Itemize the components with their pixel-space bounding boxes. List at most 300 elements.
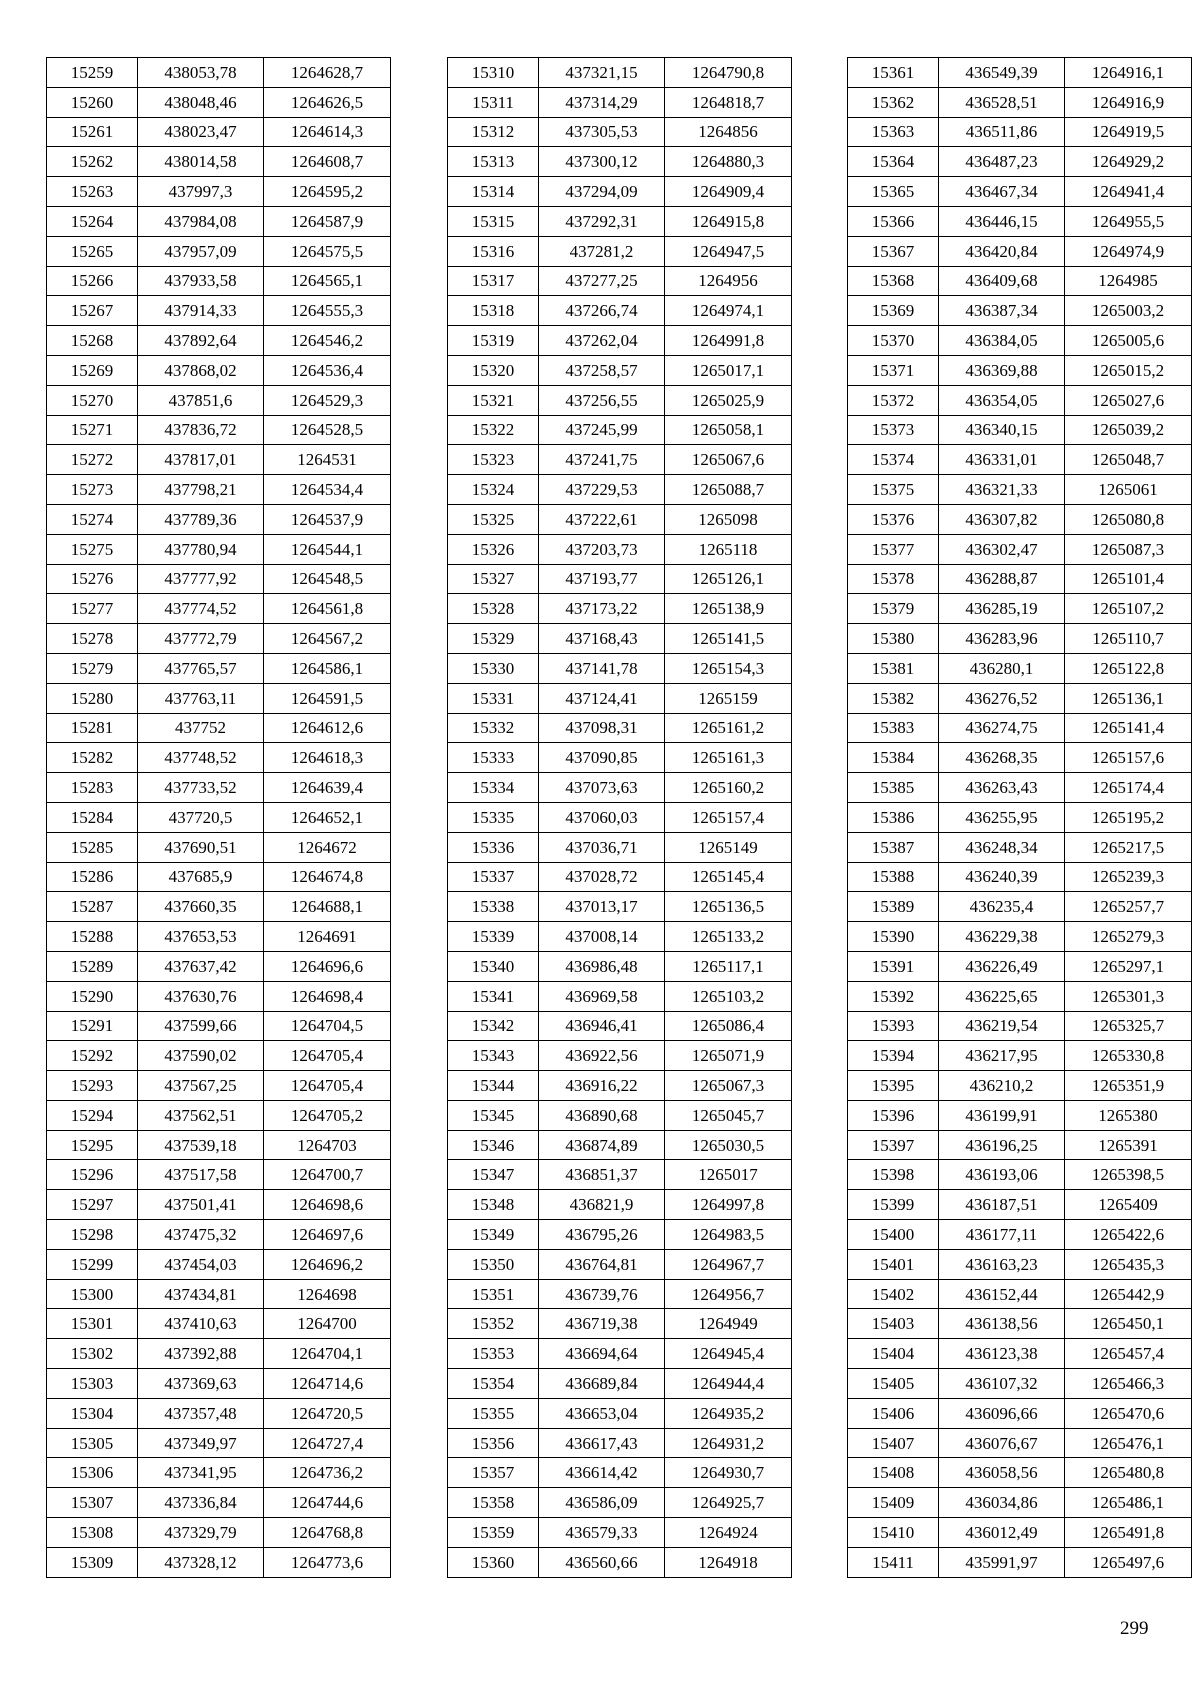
table-row [47, 653, 391, 683]
table-row [848, 147, 1192, 177]
y-coordinate-cell: 1264985 [1065, 266, 1192, 296]
table-row [448, 355, 792, 385]
x-coordinate-cell: 436369,88 [939, 355, 1065, 385]
y-coordinate-cell: 1265088,7 [665, 475, 792, 505]
y-coordinate-cell: 1265157,4 [665, 802, 792, 832]
y-coordinate-cell: 1264974,1 [665, 296, 792, 326]
y-coordinate-cell: 1265058,1 [665, 415, 792, 445]
y-coordinate-cell: 1264691 [264, 922, 391, 952]
y-coordinate-cell: 1265003,2 [1065, 296, 1192, 326]
table-row [448, 624, 792, 654]
table-row [848, 1428, 1192, 1458]
point-number-cell: 15298 [47, 1220, 138, 1250]
table-row [47, 355, 391, 385]
point-number-cell: 15376 [848, 504, 939, 534]
y-coordinate-cell: 1264935,2 [665, 1398, 792, 1428]
table-row [448, 922, 792, 952]
point-number-cell: 15266 [47, 266, 138, 296]
point-number-cell: 15260 [47, 87, 138, 117]
x-coordinate-cell: 438023,47 [138, 117, 264, 147]
x-coordinate-cell: 437305,53 [539, 117, 665, 147]
point-number-cell: 15282 [47, 743, 138, 773]
y-coordinate-cell: 1264931,2 [665, 1428, 792, 1458]
x-coordinate-cell: 436248,34 [939, 832, 1065, 862]
x-coordinate-cell: 437073,63 [539, 773, 665, 803]
x-coordinate-cell: 436694,64 [539, 1339, 665, 1369]
point-number-cell: 15278 [47, 624, 138, 654]
x-coordinate-cell: 437690,51 [138, 832, 264, 862]
coordinate-table-1 [46, 57, 391, 1578]
table-row [848, 594, 1192, 624]
y-coordinate-cell: 1265118 [665, 534, 792, 564]
y-coordinate-cell: 1265257,7 [1065, 892, 1192, 922]
table-row [448, 1130, 792, 1160]
table-row [848, 355, 1192, 385]
x-coordinate-cell: 437262,04 [539, 326, 665, 356]
x-coordinate-cell: 437098,31 [539, 713, 665, 743]
x-coordinate-cell: 436263,43 [939, 773, 1065, 803]
table-row [47, 624, 391, 654]
table-row [448, 773, 792, 803]
x-coordinate-cell: 437685,9 [138, 862, 264, 892]
point-number-cell: 15329 [448, 624, 539, 654]
table-row [848, 564, 1192, 594]
y-coordinate-cell: 1265110,7 [1065, 624, 1192, 654]
table-row [848, 922, 1192, 952]
table-row [848, 326, 1192, 356]
point-number-cell: 15286 [47, 862, 138, 892]
x-coordinate-cell: 436764,81 [539, 1249, 665, 1279]
x-coordinate-cell: 437851,6 [138, 385, 264, 415]
table-row [47, 1518, 391, 1548]
point-number-cell: 15271 [47, 415, 138, 445]
x-coordinate-cell: 436138,56 [939, 1309, 1065, 1339]
table-row [47, 1309, 391, 1339]
x-coordinate-cell: 437336,84 [138, 1488, 264, 1518]
point-number-cell: 15361 [848, 58, 939, 88]
y-coordinate-cell: 1265067,3 [665, 1071, 792, 1101]
y-coordinate-cell: 1265087,3 [1065, 534, 1192, 564]
y-coordinate-cell: 1264628,7 [264, 58, 391, 88]
y-coordinate-cell: 1264720,5 [264, 1398, 391, 1428]
y-coordinate-cell: 1265133,2 [665, 922, 792, 952]
x-coordinate-cell: 436560,66 [539, 1547, 665, 1577]
point-number-cell: 15353 [448, 1339, 539, 1369]
table-row [848, 1041, 1192, 1071]
y-coordinate-cell: 1264956,7 [665, 1279, 792, 1309]
y-coordinate-cell: 1265330,8 [1065, 1041, 1192, 1071]
point-number-cell: 15344 [448, 1071, 539, 1101]
y-coordinate-cell: 1265098 [665, 504, 792, 534]
x-coordinate-cell: 437294,09 [539, 177, 665, 207]
x-coordinate-cell: 436268,35 [939, 743, 1065, 773]
table-row [848, 1100, 1192, 1130]
point-number-cell: 15270 [47, 385, 138, 415]
table-row [448, 206, 792, 236]
point-number-cell: 15327 [448, 564, 539, 594]
table-row [47, 415, 391, 445]
x-coordinate-cell: 437562,51 [138, 1100, 264, 1130]
x-coordinate-cell: 436409,68 [939, 266, 1065, 296]
point-number-cell: 15317 [448, 266, 539, 296]
point-number-cell: 15302 [47, 1339, 138, 1369]
table-row [848, 1488, 1192, 1518]
x-coordinate-cell: 437892,64 [138, 326, 264, 356]
table-row [848, 624, 1192, 654]
table-row [448, 236, 792, 266]
x-coordinate-cell: 437454,03 [138, 1249, 264, 1279]
table-row [848, 1249, 1192, 1279]
point-number-cell: 15384 [848, 743, 939, 773]
y-coordinate-cell: 1265141,4 [1065, 713, 1192, 743]
x-coordinate-cell: 437410,63 [138, 1309, 264, 1339]
table-row [47, 1339, 391, 1369]
table-row [47, 385, 391, 415]
table-row [47, 773, 391, 803]
x-coordinate-cell: 436331,01 [939, 445, 1065, 475]
point-number-cell: 15309 [47, 1547, 138, 1577]
table-row [47, 445, 391, 475]
y-coordinate-cell: 1264608,7 [264, 147, 391, 177]
y-coordinate-cell: 1264705,4 [264, 1071, 391, 1101]
table-row [47, 1130, 391, 1160]
y-coordinate-cell: 1264955,5 [1065, 206, 1192, 236]
table-row [848, 117, 1192, 147]
table-row [448, 1160, 792, 1190]
y-coordinate-cell: 1264575,5 [264, 236, 391, 266]
x-coordinate-cell: 436689,84 [539, 1369, 665, 1399]
table-row [47, 713, 391, 743]
x-coordinate-cell: 437475,32 [138, 1220, 264, 1250]
y-coordinate-cell: 1265435,3 [1065, 1249, 1192, 1279]
point-number-cell: 15397 [848, 1130, 939, 1160]
y-coordinate-cell: 1264704,1 [264, 1339, 391, 1369]
point-number-cell: 15328 [448, 594, 539, 624]
point-number-cell: 15374 [848, 445, 939, 475]
y-coordinate-cell: 1264924 [665, 1518, 792, 1548]
table-row [848, 534, 1192, 564]
x-coordinate-cell: 436107,32 [939, 1369, 1065, 1399]
table-row [848, 1279, 1192, 1309]
point-number-cell: 15358 [448, 1488, 539, 1518]
table-row [848, 445, 1192, 475]
table-row [47, 892, 391, 922]
x-coordinate-cell: 437789,36 [138, 504, 264, 534]
y-coordinate-cell: 1265071,9 [665, 1041, 792, 1071]
y-coordinate-cell: 1264705,4 [264, 1041, 391, 1071]
x-coordinate-cell: 436511,86 [939, 117, 1065, 147]
x-coordinate-cell: 436384,05 [939, 326, 1065, 356]
table-row [448, 296, 792, 326]
y-coordinate-cell: 1265117,1 [665, 951, 792, 981]
x-coordinate-cell: 437141,78 [539, 653, 665, 683]
table-row [448, 802, 792, 832]
point-number-cell: 15281 [47, 713, 138, 743]
point-number-cell: 15359 [448, 1518, 539, 1548]
x-coordinate-cell: 437599,66 [138, 1011, 264, 1041]
point-number-cell: 15386 [848, 802, 939, 832]
table-row [47, 683, 391, 713]
x-coordinate-cell: 436274,75 [939, 713, 1065, 743]
point-number-cell: 15339 [448, 922, 539, 952]
table-row [448, 832, 792, 862]
table-row [448, 1428, 792, 1458]
table-row [47, 58, 391, 88]
y-coordinate-cell: 1264614,3 [264, 117, 391, 147]
table-row [448, 981, 792, 1011]
table-row [448, 594, 792, 624]
x-coordinate-cell: 437193,77 [539, 564, 665, 594]
x-coordinate-cell: 437321,15 [539, 58, 665, 88]
x-coordinate-cell: 436354,05 [939, 385, 1065, 415]
y-coordinate-cell: 1264700,7 [264, 1160, 391, 1190]
table-row [448, 1309, 792, 1339]
y-coordinate-cell: 1265080,8 [1065, 504, 1192, 534]
point-number-cell: 15351 [448, 1279, 539, 1309]
point-number-cell: 15292 [47, 1041, 138, 1071]
point-number-cell: 15364 [848, 147, 939, 177]
x-coordinate-cell: 437028,72 [539, 862, 665, 892]
point-number-cell: 15375 [848, 475, 939, 505]
y-coordinate-cell: 1265301,3 [1065, 981, 1192, 1011]
x-coordinate-cell: 436285,19 [939, 594, 1065, 624]
y-coordinate-cell: 1264672 [264, 832, 391, 862]
x-coordinate-cell: 437836,72 [138, 415, 264, 445]
point-number-cell: 15320 [448, 355, 539, 385]
table-row [448, 892, 792, 922]
table-row [47, 1071, 391, 1101]
y-coordinate-cell: 1264698 [264, 1279, 391, 1309]
point-number-cell: 15349 [448, 1220, 539, 1250]
point-number-cell: 15272 [47, 445, 138, 475]
x-coordinate-cell: 436219,54 [939, 1011, 1065, 1041]
x-coordinate-cell: 436288,87 [939, 564, 1065, 594]
y-coordinate-cell: 1265107,2 [1065, 594, 1192, 624]
y-coordinate-cell: 1265048,7 [1065, 445, 1192, 475]
x-coordinate-cell: 436739,76 [539, 1279, 665, 1309]
point-number-cell: 15407 [848, 1428, 939, 1458]
y-coordinate-cell: 1265450,1 [1065, 1309, 1192, 1339]
point-number-cell: 15367 [848, 236, 939, 266]
x-coordinate-cell: 436240,39 [939, 862, 1065, 892]
point-number-cell: 15350 [448, 1249, 539, 1279]
y-coordinate-cell: 1264591,5 [264, 683, 391, 713]
table-row [448, 1071, 792, 1101]
point-number-cell: 15395 [848, 1071, 939, 1101]
y-coordinate-cell: 1265136,5 [665, 892, 792, 922]
y-coordinate-cell: 1264546,2 [264, 326, 391, 356]
x-coordinate-cell: 437222,61 [539, 504, 665, 534]
table-row [47, 1249, 391, 1279]
y-coordinate-cell: 1264790,8 [665, 58, 792, 88]
x-coordinate-cell: 437060,03 [539, 802, 665, 832]
table-row [448, 1488, 792, 1518]
x-coordinate-cell: 436187,51 [939, 1190, 1065, 1220]
y-coordinate-cell: 1265027,6 [1065, 385, 1192, 415]
table-row [47, 147, 391, 177]
y-coordinate-cell: 1265159 [665, 683, 792, 713]
point-number-cell: 15310 [448, 58, 539, 88]
table-row [448, 862, 792, 892]
x-coordinate-cell: 436387,34 [939, 296, 1065, 326]
point-number-cell: 15400 [848, 1220, 939, 1250]
point-number-cell: 15311 [448, 87, 539, 117]
y-coordinate-cell: 1264956 [665, 266, 792, 296]
x-coordinate-cell: 437777,92 [138, 564, 264, 594]
x-coordinate-cell: 437203,73 [539, 534, 665, 564]
point-number-cell: 15313 [448, 147, 539, 177]
x-coordinate-cell: 436235,4 [939, 892, 1065, 922]
y-coordinate-cell: 1264945,4 [665, 1339, 792, 1369]
y-coordinate-cell: 1265015,2 [1065, 355, 1192, 385]
point-number-cell: 15365 [848, 177, 939, 207]
point-number-cell: 15276 [47, 564, 138, 594]
point-number-cell: 15377 [848, 534, 939, 564]
y-coordinate-cell: 1265030,5 [665, 1130, 792, 1160]
point-number-cell: 15381 [848, 653, 939, 683]
y-coordinate-cell: 1265279,3 [1065, 922, 1192, 952]
point-number-cell: 15335 [448, 802, 539, 832]
table-row [47, 504, 391, 534]
table-row [47, 1398, 391, 1428]
y-coordinate-cell: 1264930,7 [665, 1458, 792, 1488]
point-number-cell: 15277 [47, 594, 138, 624]
point-number-cell: 15288 [47, 922, 138, 952]
y-coordinate-cell: 1264941,4 [1065, 177, 1192, 207]
table-row [47, 534, 391, 564]
point-number-cell: 15334 [448, 773, 539, 803]
x-coordinate-cell: 436225,65 [939, 981, 1065, 1011]
point-number-cell: 15362 [848, 87, 939, 117]
y-coordinate-cell: 1265470,6 [1065, 1398, 1192, 1428]
y-coordinate-cell: 1264587,9 [264, 206, 391, 236]
point-number-cell: 15409 [848, 1488, 939, 1518]
point-number-cell: 15390 [848, 922, 939, 952]
y-coordinate-cell: 1265017,1 [665, 355, 792, 385]
point-number-cell: 15373 [848, 415, 939, 445]
y-coordinate-cell: 1264997,8 [665, 1190, 792, 1220]
x-coordinate-cell: 436058,56 [939, 1458, 1065, 1488]
y-coordinate-cell: 1264618,3 [264, 743, 391, 773]
table-row [848, 981, 1192, 1011]
table-row [848, 236, 1192, 266]
table-row [848, 1011, 1192, 1041]
point-number-cell: 15360 [448, 1547, 539, 1577]
table-row [47, 1488, 391, 1518]
point-number-cell: 15363 [848, 117, 939, 147]
point-number-cell: 15306 [47, 1458, 138, 1488]
point-number-cell: 15321 [448, 385, 539, 415]
x-coordinate-cell: 437748,52 [138, 743, 264, 773]
point-number-cell: 15263 [47, 177, 138, 207]
point-number-cell: 15287 [47, 892, 138, 922]
y-coordinate-cell: 1265045,7 [665, 1100, 792, 1130]
x-coordinate-cell: 436446,15 [939, 206, 1065, 236]
table-row [448, 1339, 792, 1369]
x-coordinate-cell: 437733,52 [138, 773, 264, 803]
point-number-cell: 15356 [448, 1428, 539, 1458]
table-row [848, 802, 1192, 832]
table-row [448, 1547, 792, 1577]
point-number-cell: 15352 [448, 1309, 539, 1339]
coordinate-table-2 [447, 57, 792, 1578]
table-row [448, 1190, 792, 1220]
point-number-cell: 15336 [448, 832, 539, 862]
x-coordinate-cell: 436096,66 [939, 1398, 1065, 1428]
point-number-cell: 15267 [47, 296, 138, 326]
y-coordinate-cell: 1265039,2 [1065, 415, 1192, 445]
table-row [448, 1100, 792, 1130]
x-coordinate-cell: 437392,88 [138, 1339, 264, 1369]
x-coordinate-cell: 436653,04 [539, 1398, 665, 1428]
x-coordinate-cell: 436340,15 [939, 415, 1065, 445]
point-number-cell: 15312 [448, 117, 539, 147]
table-row [47, 87, 391, 117]
x-coordinate-cell: 437763,11 [138, 683, 264, 713]
table-row [848, 743, 1192, 773]
table-row [47, 117, 391, 147]
table-row [448, 147, 792, 177]
x-coordinate-cell: 437630,76 [138, 981, 264, 1011]
x-coordinate-cell: 436874,89 [539, 1130, 665, 1160]
y-coordinate-cell: 1264974,9 [1065, 236, 1192, 266]
coordinate-table-3 [847, 57, 1192, 1578]
y-coordinate-cell: 1265157,6 [1065, 743, 1192, 773]
table-row [848, 206, 1192, 236]
y-coordinate-cell: 1265466,3 [1065, 1369, 1192, 1399]
table-row [848, 296, 1192, 326]
table-row [448, 445, 792, 475]
y-coordinate-cell: 1264703 [264, 1130, 391, 1160]
point-number-cell: 15323 [448, 445, 539, 475]
y-coordinate-cell: 1264555,3 [264, 296, 391, 326]
table-row [848, 862, 1192, 892]
x-coordinate-cell: 438053,78 [138, 58, 264, 88]
table-row [848, 504, 1192, 534]
point-number-cell: 15274 [47, 504, 138, 534]
point-number-cell: 15261 [47, 117, 138, 147]
y-coordinate-cell: 1264561,8 [264, 594, 391, 624]
table-row [448, 266, 792, 296]
table-row [848, 58, 1192, 88]
table-row [848, 475, 1192, 505]
y-coordinate-cell: 1265480,8 [1065, 1458, 1192, 1488]
point-number-cell: 15265 [47, 236, 138, 266]
point-number-cell: 15382 [848, 683, 939, 713]
y-coordinate-cell: 1265160,2 [665, 773, 792, 803]
y-coordinate-cell: 1265422,6 [1065, 1220, 1192, 1250]
table-row [47, 1547, 391, 1577]
y-coordinate-cell: 1265497,6 [1065, 1547, 1192, 1577]
coordinate-table-body [47, 58, 391, 1578]
y-coordinate-cell: 1264991,8 [665, 326, 792, 356]
x-coordinate-cell: 436193,06 [939, 1160, 1065, 1190]
y-coordinate-cell: 1264925,7 [665, 1488, 792, 1518]
table-row [47, 266, 391, 296]
table-row [47, 922, 391, 952]
x-coordinate-cell: 436487,23 [939, 147, 1065, 177]
x-coordinate-cell: 437266,74 [539, 296, 665, 326]
table-row [848, 385, 1192, 415]
point-number-cell: 15275 [47, 534, 138, 564]
point-number-cell: 15273 [47, 475, 138, 505]
point-number-cell: 15388 [848, 862, 939, 892]
point-number-cell: 15293 [47, 1071, 138, 1101]
x-coordinate-cell: 436152,44 [939, 1279, 1065, 1309]
y-coordinate-cell: 1264586,1 [264, 653, 391, 683]
x-coordinate-cell: 437517,58 [138, 1160, 264, 1190]
table-row [47, 951, 391, 981]
